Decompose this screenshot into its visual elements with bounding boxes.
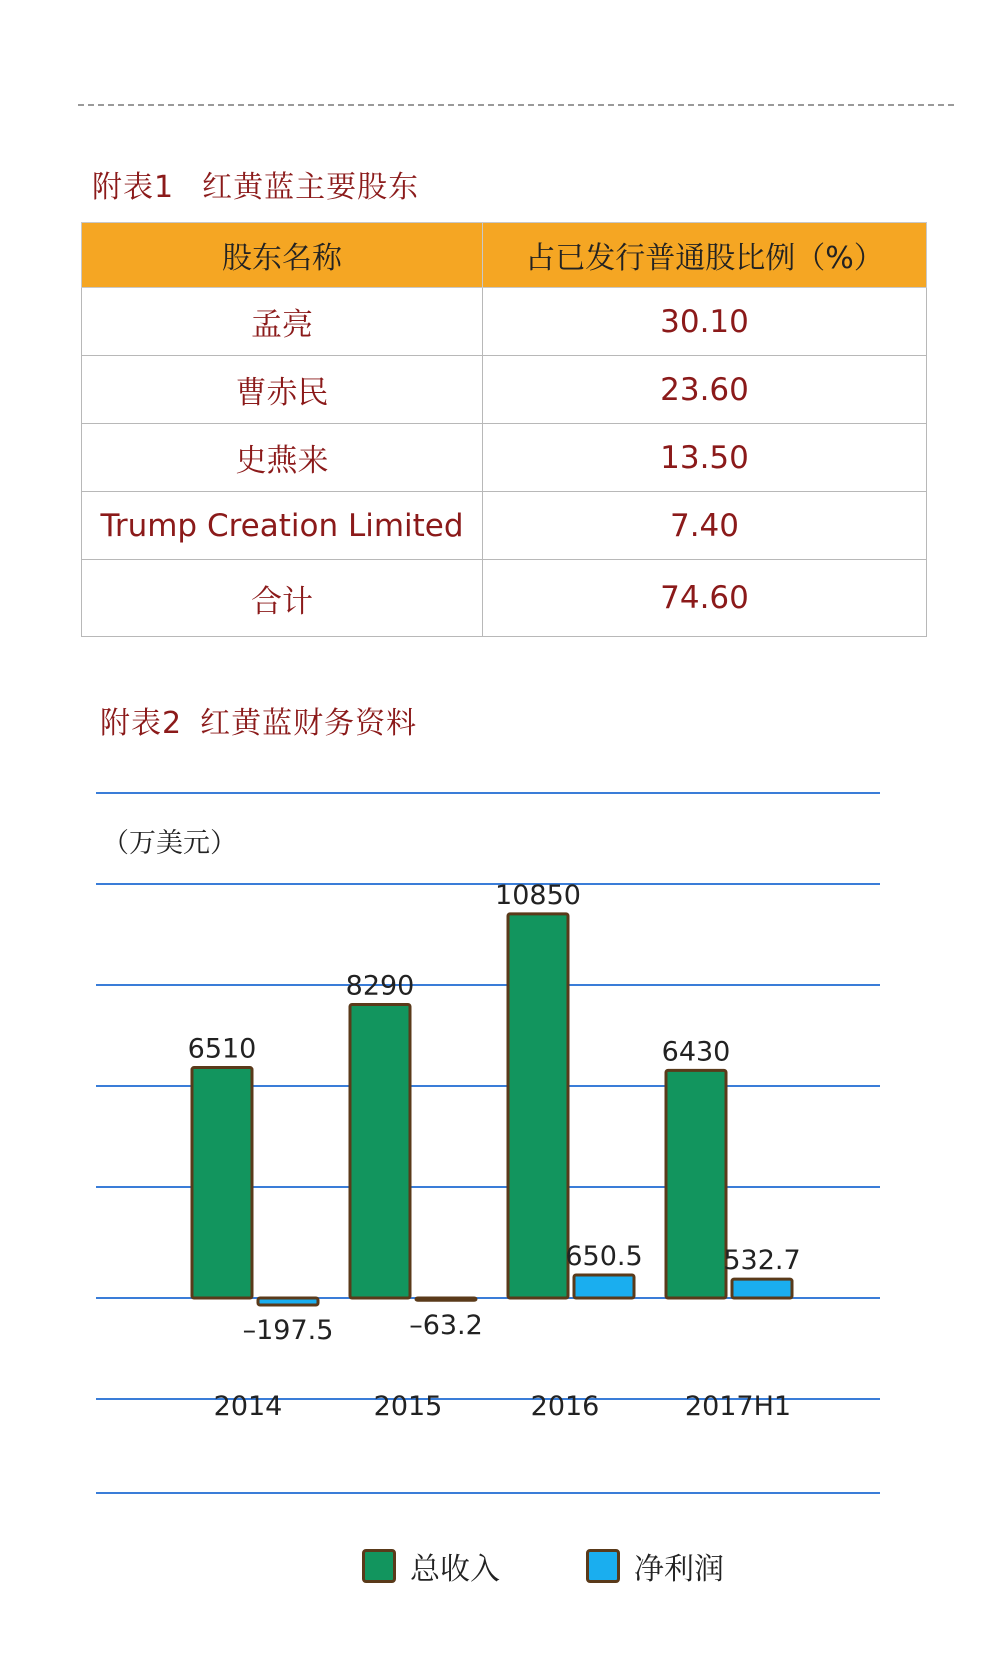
- bar-revenue: [666, 1070, 726, 1298]
- table1-caption-number: 附表1: [92, 170, 175, 205]
- x-tick-label: 2014: [213, 1391, 283, 1422]
- shareholder-name: 史燕来: [82, 424, 483, 492]
- table2-caption: [100, 698, 417, 742]
- data-label-revenue: 8290: [345, 970, 415, 1002]
- legend-item-revenue: [362, 1544, 500, 1588]
- shareholder-name: Trump Creation Limited: [82, 492, 483, 560]
- bar-net-profit: [732, 1279, 792, 1298]
- table-row: [82, 288, 927, 356]
- legend-swatch-revenue: [362, 1549, 396, 1583]
- shareholder-name: 曹赤民: [82, 356, 483, 424]
- data-label-net-profit: 650.5: [565, 1240, 643, 1272]
- data-label-revenue: 6510: [187, 1033, 257, 1065]
- bar-revenue: [192, 1068, 252, 1298]
- table-row: [82, 356, 927, 424]
- table-row: [82, 424, 927, 492]
- data-label-net-profit: –63.2: [409, 1310, 483, 1342]
- legend-label-revenue: 总收入: [410, 1552, 500, 1587]
- dashed-separator: [78, 104, 954, 106]
- shareholder-percentage: 7.40: [483, 492, 927, 560]
- data-label-revenue: 6430: [661, 1036, 731, 1068]
- table1-caption-title: 红黄蓝主要股东: [202, 170, 420, 205]
- bar-revenue: [508, 914, 568, 1298]
- shareholders-table: [81, 222, 927, 637]
- total-percentage: 74.60: [483, 560, 927, 637]
- bar-net-profit: [574, 1275, 634, 1298]
- legend-swatch-net-profit: [586, 1549, 620, 1583]
- table-total-row: [82, 560, 927, 637]
- shareholder-percentage: 23.60: [483, 356, 927, 424]
- header-share-percentage: 占已发行普通股比例（%）: [483, 223, 927, 288]
- legend-label-net-profit: 净利润: [634, 1552, 724, 1587]
- total-label: 合计: [82, 560, 483, 637]
- y-axis-unit-label: （万美元）: [102, 828, 237, 859]
- table2-caption-title: 红黄蓝财务资料: [200, 706, 418, 741]
- financial-bar-chart: [0, 760, 1000, 1520]
- x-tick-label: 2015: [373, 1391, 443, 1422]
- bar-revenue: [350, 1005, 410, 1298]
- bar-net-profit: [258, 1298, 318, 1305]
- data-label-net-profit: –197.5: [242, 1314, 334, 1346]
- x-tick-label: 2017H1: [684, 1391, 792, 1422]
- shareholder-name: 孟亮: [82, 288, 483, 356]
- table-row: [82, 492, 927, 560]
- table-header-row: [82, 223, 927, 288]
- legend-item-net-profit: [586, 1544, 724, 1588]
- header-shareholder-name: 股东名称: [82, 223, 483, 288]
- table1-caption: [92, 162, 419, 206]
- data-label-revenue: 10850: [495, 879, 581, 911]
- table2-caption-number: 附表2: [100, 706, 183, 741]
- bar-net-profit: [416, 1298, 476, 1300]
- data-label-net-profit: 532.7: [723, 1245, 801, 1277]
- x-tick-label: 2016: [530, 1391, 600, 1422]
- shareholder-percentage: 13.50: [483, 424, 927, 492]
- shareholder-percentage: 30.10: [483, 288, 927, 356]
